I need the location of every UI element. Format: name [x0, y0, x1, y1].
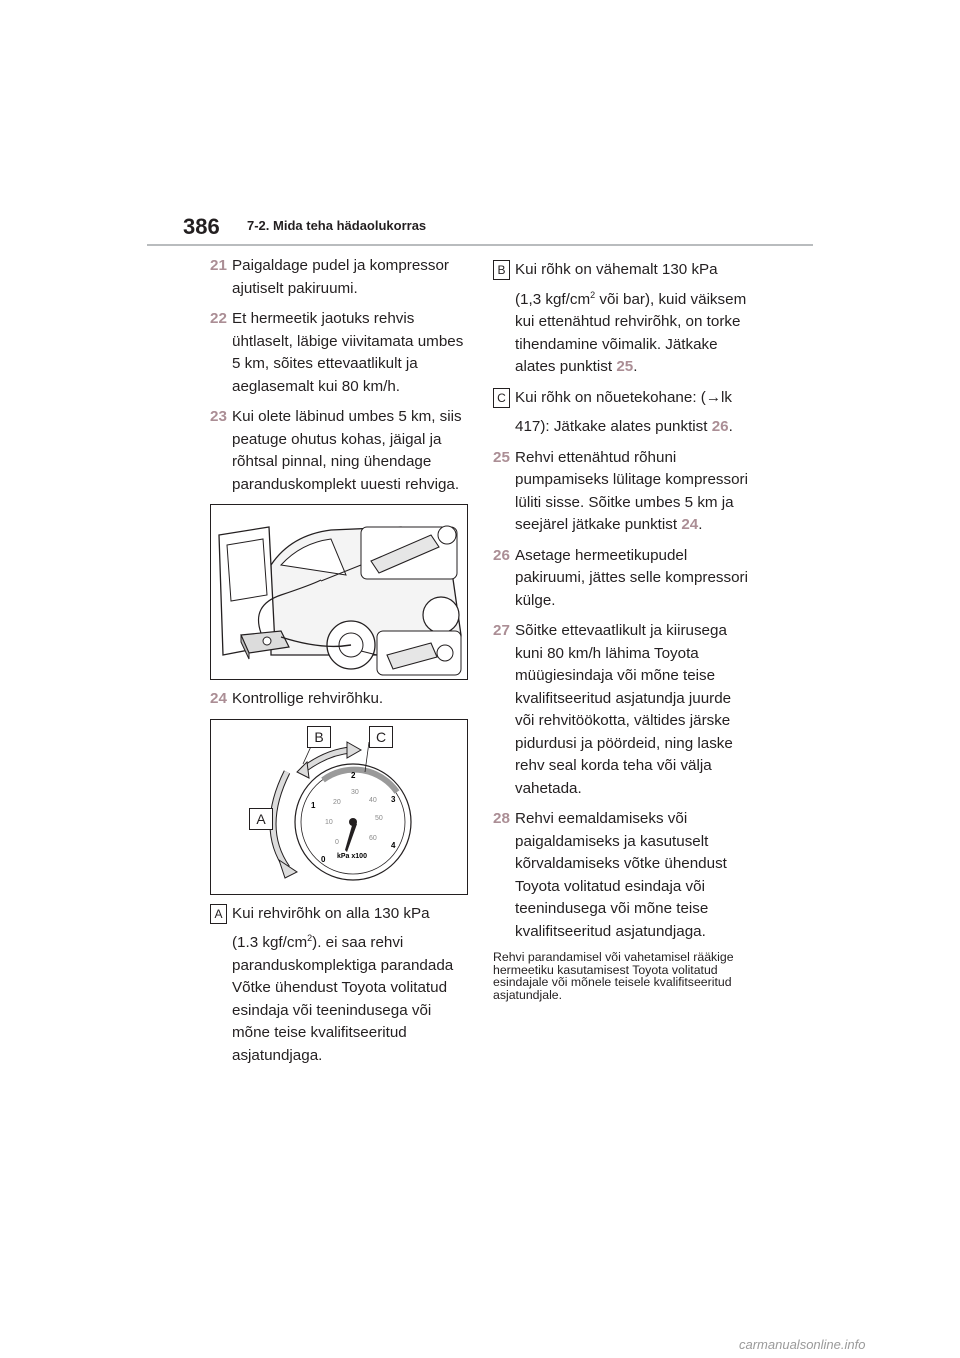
item-c-line1[interactable]: Kui rõhk on nõuetekohane: (→lk	[515, 388, 732, 406]
gauge-inner-20: 20	[333, 798, 341, 806]
gauge-outer-0: 0	[321, 854, 326, 864]
gauge-inner-50: 50	[375, 814, 383, 822]
item-label-c: C	[493, 388, 510, 408]
item-label-a: A	[210, 904, 227, 924]
car-repair-kit-illustration	[210, 504, 468, 680]
item-b-line1: Kui rõhk on vähemalt 130 kPa	[515, 261, 718, 278]
item-c	[493, 387, 753, 439]
period: .	[698, 516, 703, 533]
gauge-outer-3: 3	[391, 794, 396, 804]
step-reference: 24	[681, 516, 699, 533]
pressure-gauge-illustration	[210, 719, 468, 895]
step-text: Sõitke ettevaatlikult ja kiirusega kuni 80 km/h lähima Toyota müügiesindaja või mõne teise kvalifitseeritud asjatundja juurde või rehvitöökotta, vältides järske pidurdusi ja pöördeid, ning laske rehv seal korda teha või välja vahetada.	[515, 622, 733, 797]
period: .	[633, 358, 638, 375]
step-reference: 25	[616, 358, 634, 375]
step-number: 24	[210, 690, 227, 707]
step-25	[493, 447, 753, 537]
step-text: Paigaldage pudel ja kompressor ajutiselt pakiruumi.	[232, 257, 449, 297]
superscript: 2	[590, 289, 596, 300]
step-text: Asetage hermeetikupudel pakiruumi, jättes selle kompressori külge.	[515, 546, 748, 609]
item-a-line1: Kui rehvirõhk on alla 130 kPa	[232, 904, 430, 922]
figure-label-b: B	[307, 726, 331, 748]
item-b-pre-sup: (1,3 kgf/cm	[515, 290, 591, 308]
step-23	[210, 406, 470, 496]
step-text: Rehvi eemaldamiseks või paigaldamiseks ja kasutuselt kõrvaldamiseks võtke ühendust Toyota volitatud esindaja või teenindusega või mõne teise kvalifitseeritud asjatundjaga.	[515, 810, 727, 940]
step-number: 23	[210, 408, 227, 425]
step-text: Rehvi ettenähtud rõhuni pumpamiseks lülitage kompressori lüliti sisse. Sõitke umbes 5 km ja seejärel jätkake punktist	[515, 448, 748, 533]
figure-label-a: A	[249, 808, 273, 830]
step-22	[210, 308, 470, 398]
step-number: 27	[493, 622, 510, 639]
step-text: Kontrollige rehvirõhku.	[232, 690, 384, 707]
step-text: Et hermeetik jaotuks rehvis ühtlaselt, läbige viivitamata umbes 5 km, sõites ettevaatlikult ja aeglasemalt kui 80 km/h.	[232, 310, 464, 395]
step-24	[210, 688, 470, 711]
gauge-outer-2: 2	[351, 770, 356, 780]
gauge-inner-40: 40	[369, 796, 377, 804]
step-21	[210, 255, 470, 300]
gauge-outer-4: 4	[391, 840, 396, 850]
item-label-b: B	[493, 260, 510, 280]
step-text: Kui olete läbinud umbes 5 km, siis peatuge ohutus kohas, jäigal ja rõhtsal pinnal, ning ühendage paranduskomplekt uuesti rehviga.	[232, 408, 462, 493]
item-a-pre-sup: (1.3 kgf/cm	[232, 934, 308, 951]
item-c-rest: 417): Jätkake alates punktist	[515, 418, 712, 435]
step-number: 21	[210, 257, 227, 274]
header-divider	[147, 244, 813, 246]
figure-label-c: C	[369, 726, 393, 748]
right-column	[493, 259, 753, 1001]
page-number: 386	[183, 214, 220, 239]
gauge-inner-30: 30	[351, 788, 359, 796]
car-illustration-svg	[211, 505, 467, 679]
item-a-post-sup: ). ei saa rehvi paranduskomplektiga parandada Võtke ühendust Toyota volitatud esindaja või teenindusega või mõne teise kvalifitseeritud asjatundjaga.	[232, 934, 454, 1064]
gauge-outer-1: 1	[311, 800, 316, 810]
left-column	[210, 255, 470, 1075]
gauge-inner-0: 0	[335, 838, 339, 846]
gauge-inner-60: 60	[369, 834, 377, 842]
superscript: 2	[307, 932, 313, 943]
gauge-inner-10: 10	[325, 818, 333, 826]
note-text: Rehvi parandamisel või vahetamisel rääkige hermeetiku kasutamisest Toyota volitatud esindajale või mõnele teisele kvalifitseeritud asjatundjale.	[493, 950, 734, 1002]
period: .	[728, 418, 733, 435]
step-number: 22	[210, 310, 227, 327]
step-28	[493, 808, 753, 943]
watermark-logo: carmanualsonline.info	[739, 1337, 866, 1352]
step-26	[493, 545, 753, 613]
item-a	[210, 903, 470, 1068]
section-title: 7-2. Mida teha hädaolukorras	[247, 218, 427, 233]
step-number: 25	[493, 448, 510, 466]
gauge-svg	[211, 720, 467, 894]
step-27	[493, 620, 753, 800]
item-b	[493, 259, 753, 379]
step-reference: 26	[711, 418, 729, 435]
step-number: 26	[493, 546, 510, 564]
item-b-post-sup: või bar), kuid väiksem kui ettenähtud rehvirõhk, on torke tihendamine võimalik. Jätkake alates punktist	[515, 290, 747, 375]
step-number: 28	[493, 810, 510, 827]
gauge-unit: kPa x100	[337, 852, 367, 860]
